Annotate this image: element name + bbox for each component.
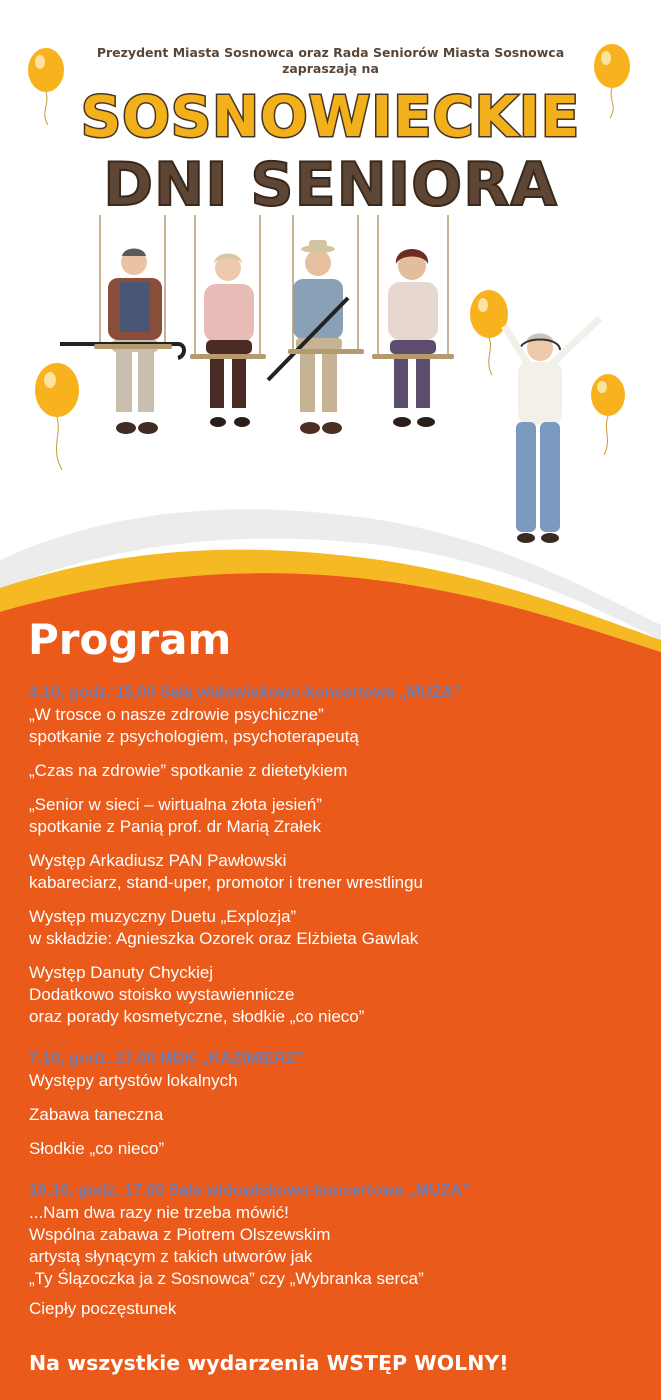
program-item-line: Występy artystów lokalnych	[29, 1071, 238, 1090]
program-item-line: ...Nam dwa razy nie trzeba mówić!	[29, 1203, 289, 1222]
program-item	[29, 906, 649, 950]
program-item-line: „Ty Ślązoczka ja z Sosnowca” czy „Wybranka serca”	[29, 1269, 424, 1288]
program-item-line: Występ Danuty Chyckiej	[29, 963, 214, 982]
program-item-line: „W trosce o nasze zdrowie psychiczne”	[29, 705, 324, 724]
program-item-line: spotkanie z Panią prof. dr Marią Zrałek	[29, 817, 321, 836]
program-item-line: spotkanie z psychologiem, psychoterapeutą	[29, 727, 359, 746]
program-item-line: oraz porady kosmetyczne, słodkie „co nieco”	[29, 1007, 365, 1026]
program-item-line: Słodkie „co nieco”	[29, 1139, 165, 1158]
program-item-line: w składzie: Agnieszka Ozorek oraz Elżbieta Gawlak	[29, 929, 419, 948]
event-date-venue: 10.10, godz. 17.00 Sala widowiskowo-koncertowa „MUZA”	[29, 1182, 470, 1199]
program-item-line: Dodatkowo stoisko wystawiennicze	[29, 985, 295, 1004]
event-date-venue: 4.10, godz. 15.00 Sala widowiskowo-koncertowa „MUZA”	[29, 684, 462, 701]
program-item	[29, 704, 649, 748]
program-item	[29, 1070, 649, 1092]
program-item-line: „Czas na zdrowie” spotkanie z dietetykiem	[29, 761, 348, 780]
program-item	[29, 1104, 649, 1126]
program-item-line: Ciepły poczęstunek	[29, 1299, 177, 1318]
program-item-line: Występ muzyczny Duetu „Explozja”	[29, 907, 297, 926]
inviter-subtext: zapraszają na	[282, 61, 379, 76]
program-item-line: artystą słynącym z takich utworów jak	[29, 1247, 313, 1266]
program-item	[29, 794, 649, 838]
program-heading: Program	[28, 615, 232, 664]
program-item	[29, 1138, 649, 1160]
program-item	[29, 1298, 649, 1320]
program-item	[29, 1202, 649, 1290]
free-entry-notice: Na wszystkie wydarzenia WSTĘP WOLNY!	[29, 1351, 509, 1375]
program-item	[29, 760, 649, 782]
program-item-line: Wspólna zabawa z Piotrem Olszewskim	[29, 1225, 331, 1244]
program-item	[29, 850, 649, 894]
event-title-line1: SOSNOWIECKIE	[80, 85, 581, 150]
inviter-text: Prezydent Miasta Sosnowca oraz Rada Seniorów Miasta Sosnowca	[96, 45, 565, 60]
program-content	[29, 682, 649, 1320]
program-item-line: kabareciarz, stand-uper, promotor i trener wrestlingu	[29, 873, 424, 892]
program-item-line: „Senior w sieci – wirtualna złota jesień”	[29, 795, 322, 814]
event-date-venue: 7.10, godz. 17.00 MDK „KAZIMIERZ”	[29, 1050, 304, 1067]
program-item-line: Występ Arkadiusz PAN Pawłowski	[29, 851, 287, 870]
event-title-line2: DNI SENIORA	[103, 150, 558, 220]
program-item-line: Zabawa taneczna	[29, 1105, 164, 1124]
program-item	[29, 962, 649, 1028]
